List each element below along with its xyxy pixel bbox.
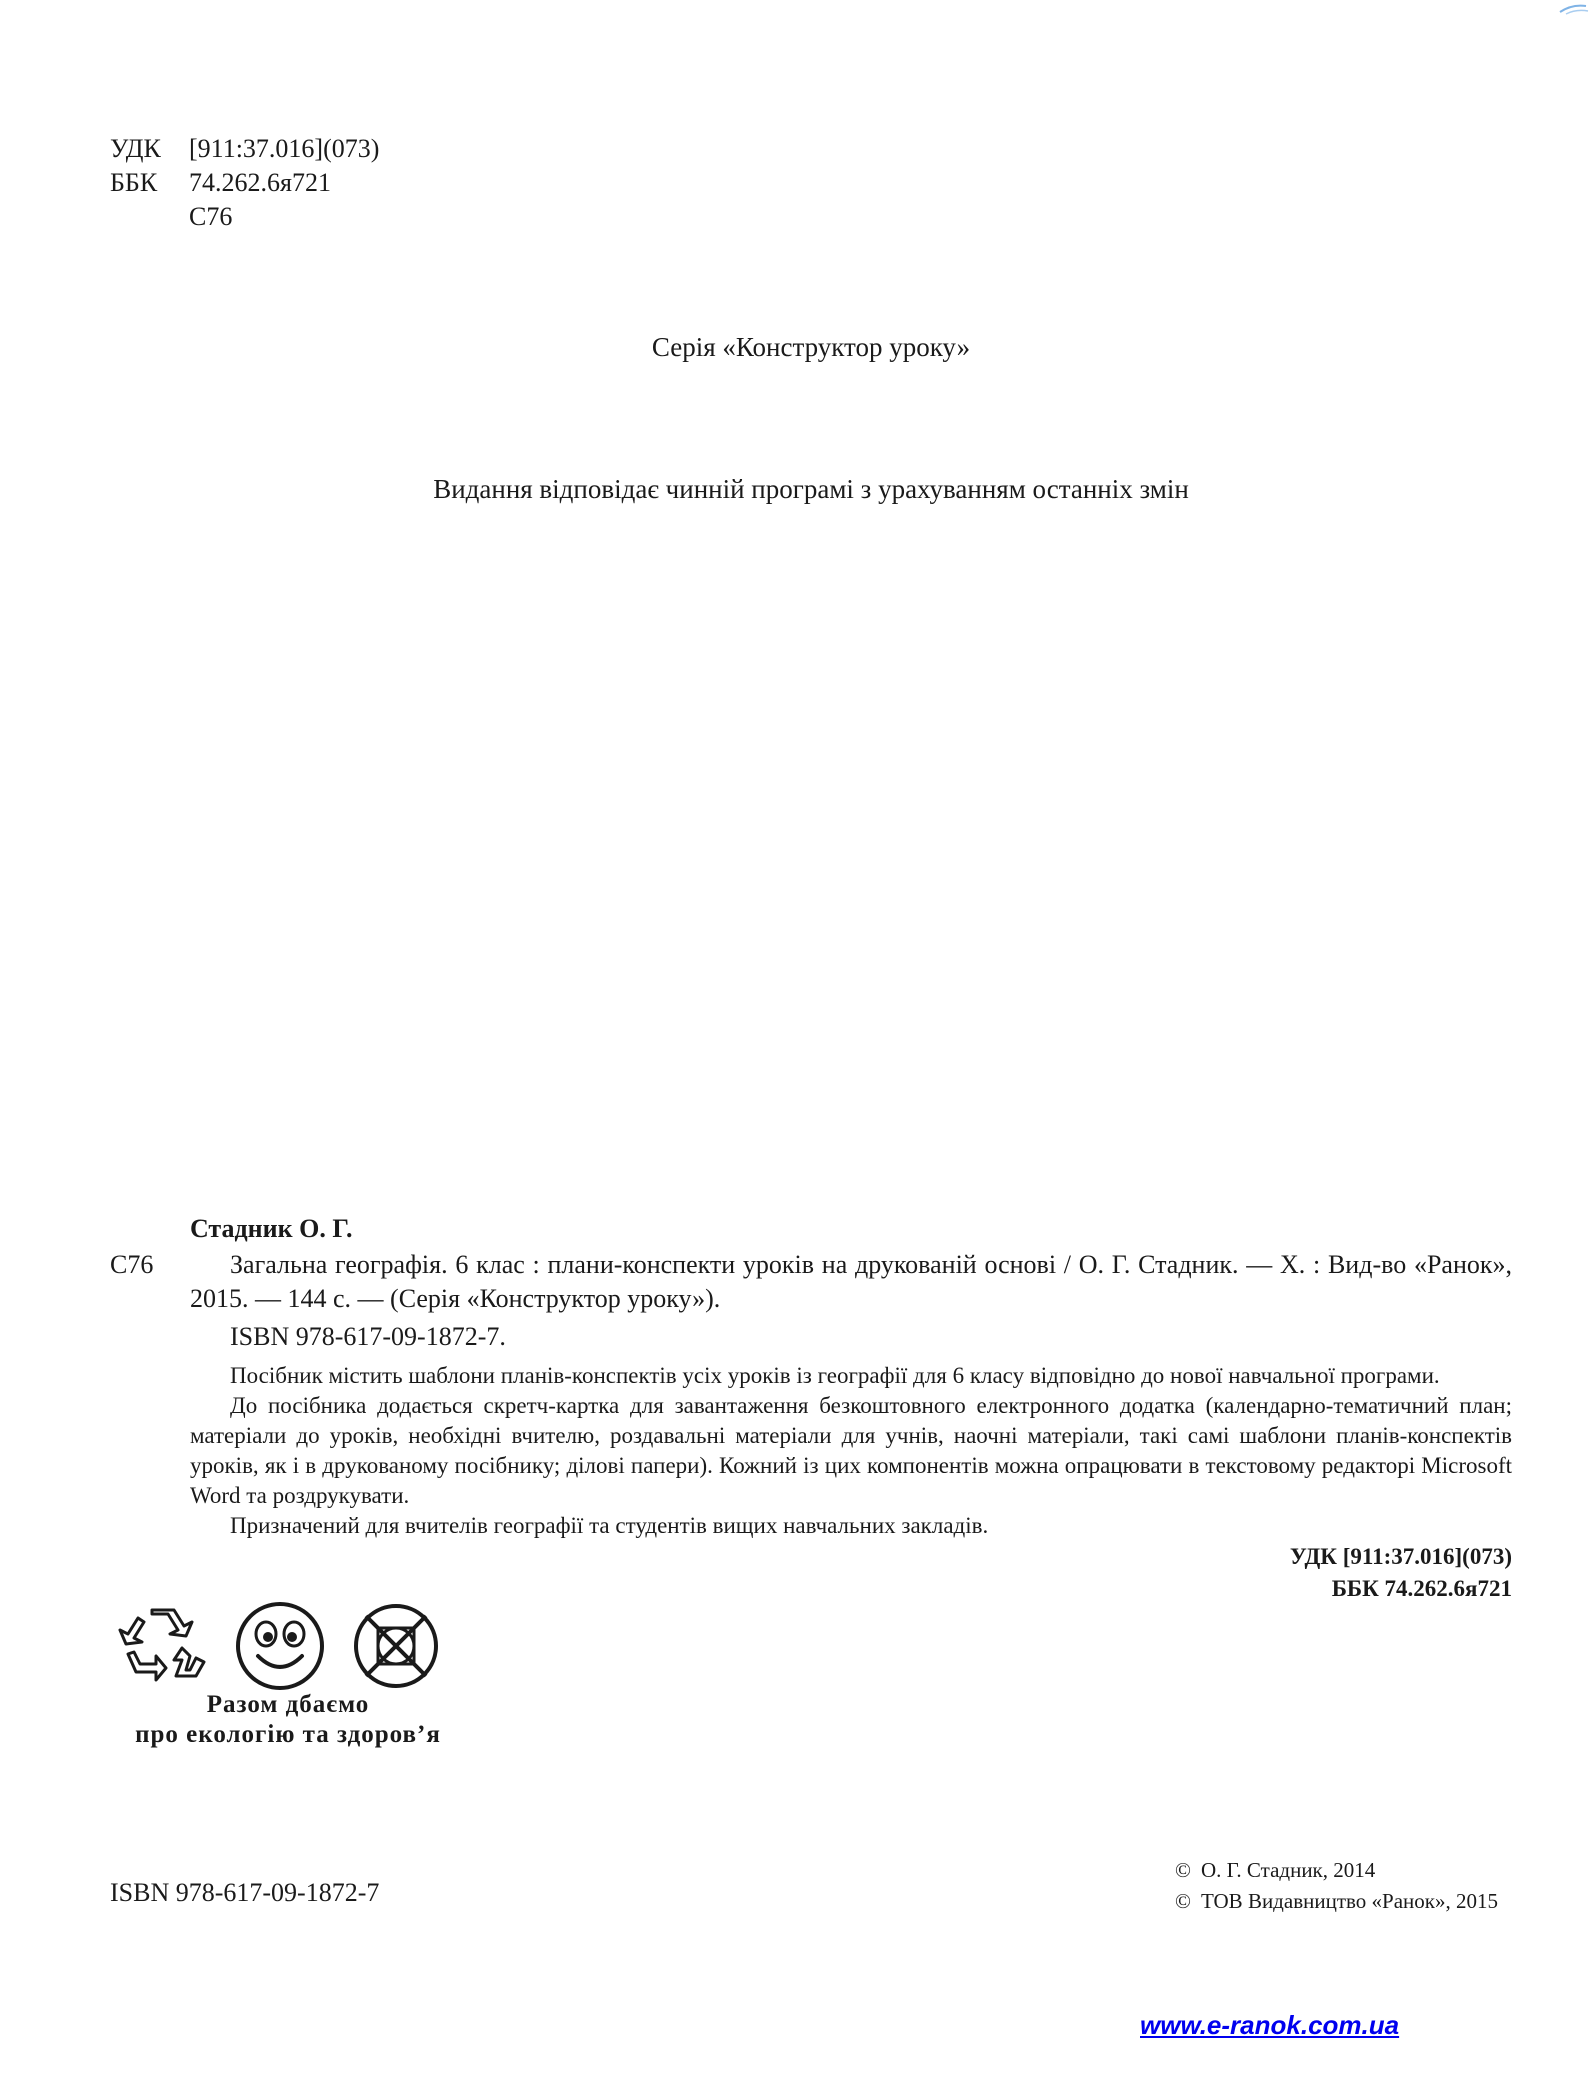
eco-icons [116,1598,444,1694]
udk-label: УДК [110,134,161,163]
edition-note: Видання відповідає чинній програмі з урахуванням останніх змін [433,474,1189,504]
udk-value: [911:37.016](073) [189,134,380,163]
card-author: Стадник О. Г. [190,1214,353,1243]
classification-block [110,132,379,234]
isbn-bottom: ISBN 978-617-09-1872-7 [110,1878,380,1907]
slogan-line-2: про екологію та здоров’я [135,1721,441,1748]
copyright-text: ТОВ Видавництво «Ранок», 2015 [1200,1889,1498,1913]
copyright-text: О. Г. Стадник, 2014 [1200,1858,1376,1882]
bbk-label: ББК [110,168,158,197]
copyright-block [1175,1855,1498,1917]
annotation-paragraph: Посібник містить шаблони планів-конспектів усіх уроків із географії для 6 класу відповідно до нової навчальної програми. [230,1363,1440,1388]
author-code: С76 [189,202,233,231]
card-bbk: ББК 74.262.6я721 [1331,1576,1512,1601]
bbk-value: 74.262.6я721 [189,168,331,197]
slogan-line-1: Разом дбаємо [206,1691,370,1718]
udk-row [110,132,379,166]
copyright-line [1175,1855,1498,1886]
bbk-row [110,166,379,200]
crossed-circle-icon [348,1598,444,1694]
corner-mark-icon [1556,0,1590,16]
card-udk: УДК [911:37.016](073) [1289,1544,1512,1569]
website-link[interactable]: www.e-ranok.com.ua [1140,2010,1400,2040]
card-annotation [190,1361,1512,1541]
card-description: Загальна географія. 6 клас : плани-конспекти уроків на друкованій основі / О. Г. Стадник. — Х. : Вид-во «Ранок», 2015. — 144 с. — (Серія «Конструктор уроку»). [190,1250,1512,1313]
card-isbn: ISBN 978-617-09-1872-7. [230,1322,506,1351]
author-code-row [110,200,379,234]
annotation-paragraph: Призначений для вчителів географії та студентів вищих навчальних закладів. [230,1513,989,1538]
recycle-icon [116,1598,212,1694]
copyright-line [1175,1886,1498,1917]
copyright-icon: © [1175,1889,1191,1913]
card-code: С76 [110,1250,154,1279]
card-classification [1290,1541,1512,1605]
eco-slogan [110,1690,466,1750]
annotation-paragraph: До посібника додається скретч-картка для завантаження безкоштовного електронного додатка (календарно-тематичний план; матеріали до уроків, необхідні вчителю, роздавальні матеріали для учнів, наочні матеріали, такі самі шаблони планів-конспектів уроків, як і в друкованому посібнику; ділові папери). Кожний із цих компонентів можна опрацювати в текстовому редакторі Microsoft Word та роздрукувати. [190,1393,1512,1508]
smiley-icon [232,1598,328,1694]
copyright-icon: © [1175,1858,1191,1882]
series-title: Серія «Конструктор уроку» [651,332,971,362]
